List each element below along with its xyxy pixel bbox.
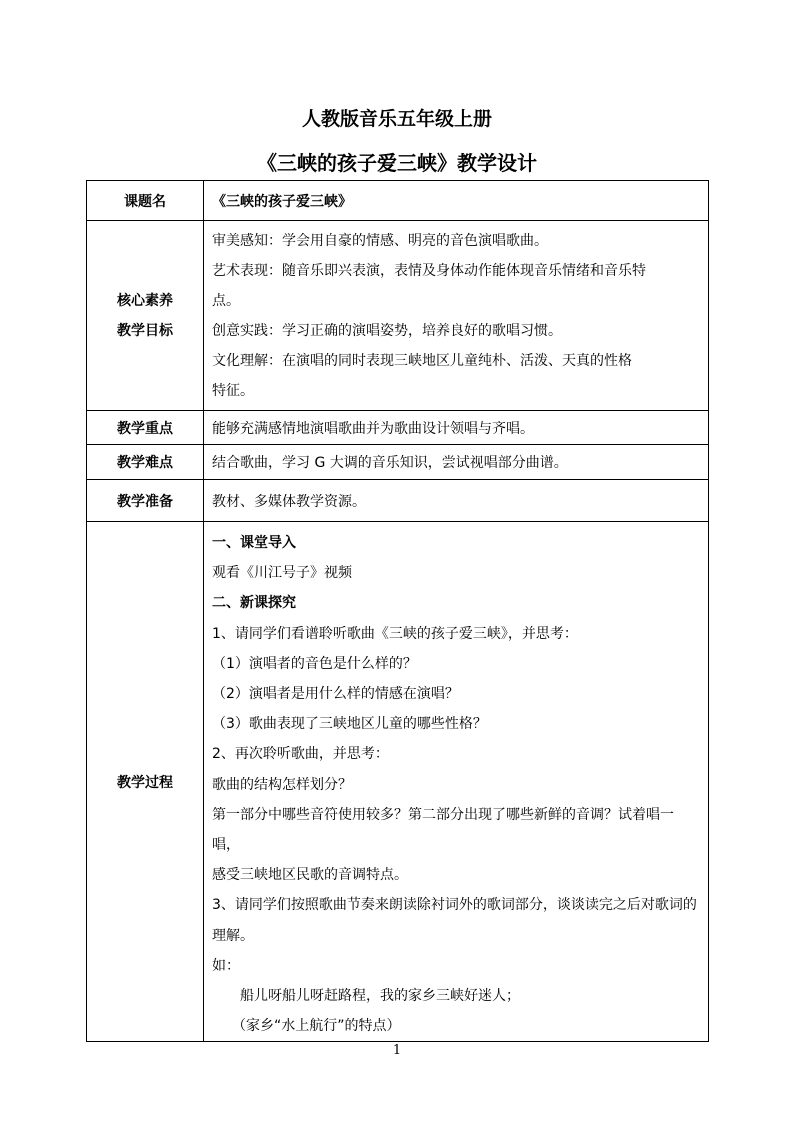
process-line: （2）演唱者是用什么样的情感在演唱？	[212, 686, 459, 703]
lyrics-line: 船儿呀船儿呀赶路程，我的家乡三峡好迷人；	[240, 988, 520, 1005]
key-points-label: 教学重点	[87, 411, 204, 445]
table-row-goals	[87, 221, 709, 411]
goals-content	[204, 221, 709, 411]
process-line: 理解。	[212, 927, 254, 944]
page-number: 1	[392, 1043, 402, 1058]
lyrics-note: （家乡“水上航行”的特点）	[232, 1018, 401, 1035]
goal-line: 特征。	[212, 382, 254, 399]
key-points-value: 能够充满感情地演唱歌曲并为歌曲设计领唱与齐唱。	[204, 411, 709, 445]
goal-line: 艺术表现：随音乐即兴表演，表情及身体动作能体现音乐情绪和音乐特	[212, 262, 646, 279]
difficulties-label: 教学难点	[87, 445, 204, 480]
process-line: 感受三峡地区民歌的音调特点。	[212, 867, 408, 884]
process-line: 3、请同学们按照歌曲节奏来朗读除衬词外的歌词部分，谈谈读完之后对歌词的	[212, 897, 697, 914]
goal-line: 审美感知：学会用自豪的情感、明亮的音色演唱歌曲。	[212, 232, 548, 249]
goals-label-line1: 核心素养	[117, 292, 173, 309]
document-title: 人教版音乐五年级上册	[301, 108, 492, 130]
process-line: 2、再次聆听歌曲，并思考：	[212, 746, 389, 763]
topic-value: 《三峡的孩子爱三峡》	[204, 181, 709, 221]
process-label: 教学过程	[87, 522, 204, 1042]
goal-line: 点。	[212, 292, 240, 309]
table-row-difficulties	[87, 445, 709, 480]
goal-line: 创意实践：学习正确的演唱姿势，培养良好的歌唱习惯。	[212, 322, 562, 339]
table-row-topic	[87, 181, 709, 221]
preparation-label: 教学准备	[87, 480, 204, 522]
process-line: 第一部分中哪些音符使用较多？第二部分出现了哪些新鲜的音调？试着唱一唱，	[212, 806, 674, 854]
lesson-plan-table	[86, 180, 709, 1042]
goals-label-line2: 教学目标	[117, 322, 173, 339]
table-row-preparation	[87, 480, 709, 522]
document-subtitle: 《三峡的孩子爱三峡》教学设计	[257, 151, 537, 175]
goals-label	[87, 221, 204, 411]
process-section-heading: 二、新课探究	[212, 595, 296, 612]
process-line: 歌曲的结构怎样划分？	[212, 776, 352, 793]
preparation-value: 教材、多媒体教学资源。	[204, 480, 709, 522]
difficulties-value: 结合歌曲，学习 G 大调的音乐知识，尝试视唱部分曲谱。	[204, 445, 709, 480]
process-line: 1、请同学们看谱聆听歌曲《三峡的孩子爱三峡》，并思考：	[212, 625, 578, 642]
goal-line: 文化理解：在演唱的同时表现三峡地区儿童纯朴、活泼、天真的性格	[212, 352, 632, 369]
process-line: 观看《川江号子》视频	[212, 565, 352, 582]
process-line: （1）演唱者的音色是什么样的？	[212, 655, 417, 672]
process-line: （3）歌曲表现了三峡地区儿童的哪些性格？	[212, 716, 487, 733]
table-row-key-points	[87, 411, 709, 445]
topic-label: 课题名	[87, 181, 204, 221]
process-content	[204, 522, 709, 1042]
process-line: 如：	[212, 957, 240, 974]
process-section-heading: 一、课堂导入	[212, 535, 296, 551]
table-row-process	[87, 522, 709, 1042]
